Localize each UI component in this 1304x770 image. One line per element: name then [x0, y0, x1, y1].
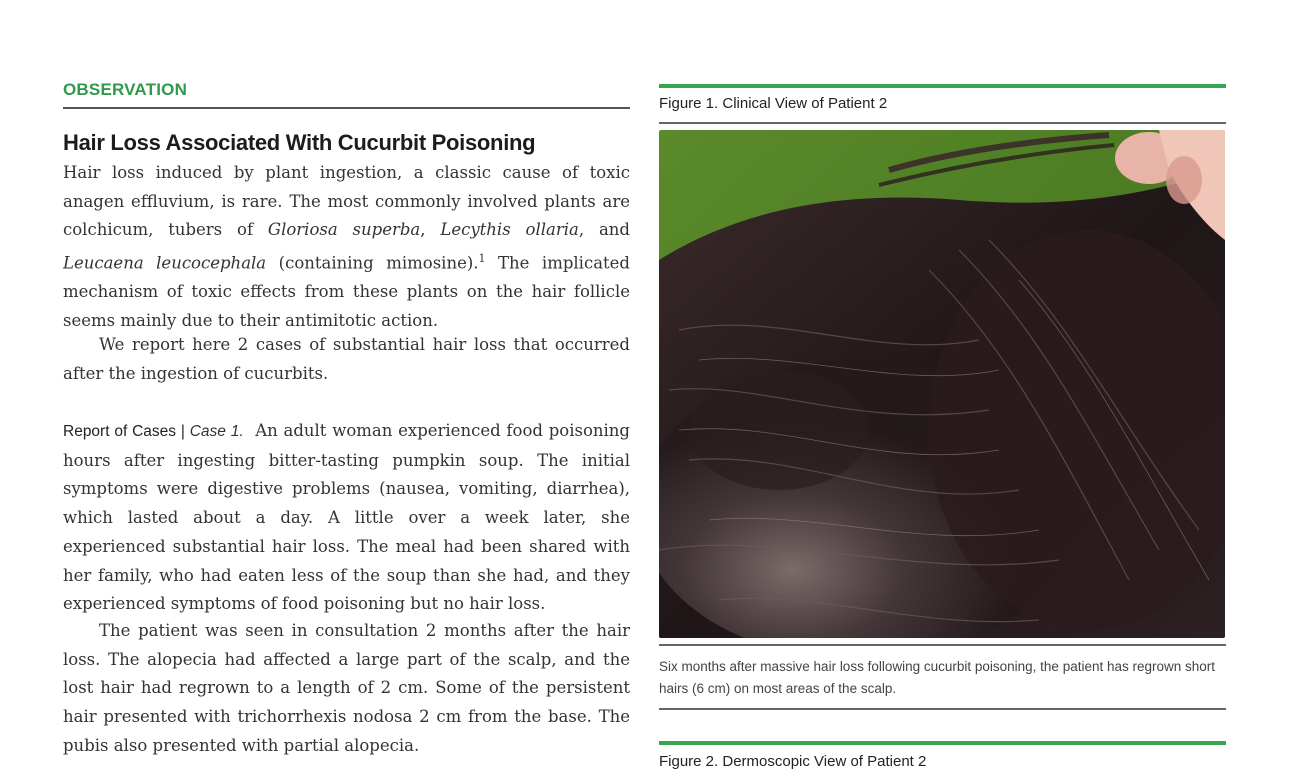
- intro-text-2: ,: [420, 220, 441, 240]
- figure1-title-rule: [659, 122, 1226, 124]
- case1-paragraph: [63, 417, 630, 619]
- intro-paragraph: [63, 159, 630, 336]
- intro-text-3: , and: [578, 220, 630, 240]
- figure2-title: Figure 2. Dermoscopic View of Patient 2: [659, 753, 927, 770]
- species-gloriosa: Gloriosa superba: [267, 220, 421, 240]
- paragraph-cases-intro: We report here 2 cases of substantial hair loss that occurred after the ingestion of cucurbits.: [63, 335, 630, 383]
- case-section-heading: Report of Cases |: [63, 423, 190, 440]
- figure1-end-rule: [659, 708, 1226, 710]
- species-leucaena: Leucaena leucocephala: [63, 253, 267, 273]
- case-label: Case 1.: [189, 423, 244, 440]
- intro-text-5: The implicated mechanism of toxic effects from these plants on the hair follicle seems mainly due to their antimitotic action.: [63, 253, 630, 331]
- species-lecythis: Lecythis ollaria: [440, 220, 579, 240]
- section-divider: [63, 107, 630, 109]
- figure1-photo-rule: [659, 644, 1226, 646]
- reference-marker[interactable]: 1: [478, 252, 486, 266]
- intro-text-1: Hair loss induced by plant ingestion, a classic cause of toxic anagen effluvium, is rare. The most commonly involved plants are colchicum, tubers of: [63, 163, 630, 240]
- figure1-top-rule: [659, 84, 1226, 88]
- figure1-caption: Six months after massive hair loss following cucurbit poisoning, the patient has regrown short hairs (6 cm) on most areas of the scalp.: [659, 659, 1216, 696]
- section-label: OBSERVATION: [63, 80, 188, 99]
- figure2-top-rule: [659, 741, 1226, 745]
- figure1-clinical-photo: [659, 130, 1225, 638]
- consultation-paragraph: The patient was seen in consultation 2 months after the hair loss. The alopecia had affected a large part of the scalp, and the lost hair had regrown to a length of 2 cm. Some of the persistent hair presented with trichorrhexis nodosa 2 cm from the base. The pubis also presented with partial alopecia.: [63, 621, 630, 755]
- case1-text: An adult woman experienced food poisoning hours after ingesting bitter-tasting pumpkin soup. The initial symptoms were digestive problems (nausea, vomiting, diarrhea), which lasted about a day. A little over a week later, she experienced substantial hair loss. The meal had been shared with her family, who had eaten less of the soup than she had, and they experienced symptoms of food poisoning but no hair loss.: [63, 421, 630, 614]
- intro-text-4: (containing mimosine).: [266, 253, 479, 273]
- article-title: Hair Loss Associated With Cucurbit Poisoning: [63, 130, 536, 155]
- figure1-title: Figure 1. Clinical View of Patient 2: [659, 95, 888, 112]
